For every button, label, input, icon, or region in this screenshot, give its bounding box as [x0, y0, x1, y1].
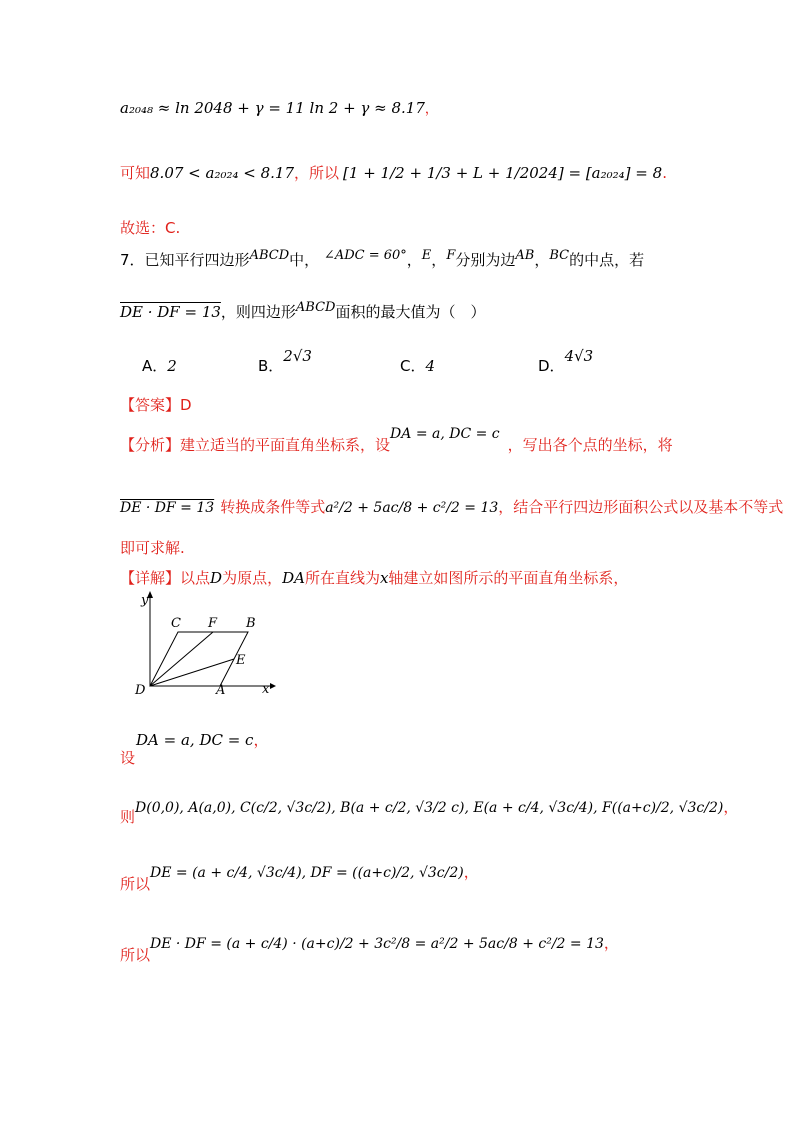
option-d — [538, 347, 594, 376]
option-value: 4 — [425, 357, 436, 375]
option-value: 2√3 — [283, 347, 312, 365]
option-value: 4√3 — [564, 347, 594, 365]
prev-text-suoyi: ，所以 — [294, 164, 340, 182]
q-text: 中， — [289, 251, 320, 269]
q-math: BC — [549, 248, 570, 263]
answer-label: 【答案】 — [120, 396, 181, 414]
prev-choice: 故选：C. — [120, 219, 181, 237]
label-e: E — [236, 653, 246, 668]
analysis-math: a²/2 + 5ac/8 + c²/2 = 13 — [325, 500, 499, 516]
label-a: A — [216, 683, 226, 698]
segment-de — [150, 659, 234, 686]
q-math: AB — [515, 248, 535, 263]
analysis-math: DA = a, DC = c — [390, 426, 500, 442]
detail-text: 以点 — [180, 569, 211, 587]
analysis-label: 【分析】 — [120, 436, 181, 454]
dot-prefix: 所以 — [120, 946, 151, 964]
prev-line-1 — [120, 98, 438, 120]
option-c — [400, 356, 435, 376]
option-value: 2 — [167, 357, 177, 375]
analysis-text: ，写出各个点的坐标，将 — [507, 436, 673, 454]
vec-math: DE = (a + c/4, √3c/4), DF = ((a+c)/2, √3c/2) — [150, 865, 464, 881]
x-axis-arrow — [270, 683, 276, 689]
label-b: B — [246, 616, 256, 631]
option-label: C． — [400, 357, 426, 375]
detail-line-1 — [120, 568, 628, 588]
label-c: C — [171, 616, 181, 631]
analysis-line-3: 即可求解. — [120, 539, 185, 557]
detail-text: 为原点， — [222, 569, 283, 587]
q-math: ABCD — [295, 300, 336, 315]
analysis-text: ，结合平行四边形面积公式以及基本不等式 — [498, 498, 784, 516]
vec-prefix: 所以 — [120, 875, 151, 893]
q-math: F — [446, 248, 456, 263]
dot-math: DE · DF = (a + c/4) · (a+c)/2 + 3c²/8 = a²/2 + 5ac/8 + c²/2 = 13 — [150, 936, 604, 952]
prev-punct-1: ， — [424, 102, 438, 117]
let-prefix: 设 — [120, 749, 136, 767]
prev-formula-3: [1 + 1/2 + 1/3 + L + 1/2024] = [a₂₀₂₄] = 8 — [343, 164, 663, 182]
detail-line-dot — [120, 933, 619, 964]
analysis-text: 建立适当的平面直角坐标系，设 — [180, 436, 391, 454]
detail-line-let — [120, 730, 268, 750]
detail-math: D — [210, 569, 223, 587]
answer-value: D — [180, 396, 192, 414]
detail-math: x — [379, 569, 389, 587]
q-math: ∠ADC = 60° — [323, 248, 407, 263]
analysis-line-2 — [120, 497, 783, 518]
detail-label: 【详解】 — [120, 569, 181, 587]
segment-df — [150, 632, 213, 686]
q-text: 分别为边 — [455, 251, 516, 269]
let-tail: ， — [253, 731, 269, 749]
q-text: ， — [406, 251, 422, 269]
label-f: F — [208, 616, 218, 631]
option-label: D． — [538, 357, 565, 375]
q-math: E — [421, 248, 432, 263]
detail-math: DA — [282, 569, 305, 587]
question-line-2 — [120, 302, 486, 324]
prev-text-kezhi: 可知 — [120, 164, 151, 182]
q-text: 面积的最大值为（ ） — [335, 303, 486, 321]
label-y: y — [141, 593, 149, 608]
detail-line-vectors — [120, 862, 479, 893]
coords-math: D(0,0), A(a,0), C(c/2, √3c/2), B(a + c/2, √3/2 c), E(a + c/4, √3c/4), F((a+c)/2, √3c/2) — [135, 800, 724, 816]
vec-tail: ， — [463, 863, 479, 881]
option-label: B． — [258, 357, 284, 375]
label-d: D — [135, 683, 146, 698]
question-number: 7． — [120, 251, 145, 269]
detail-line-coords — [120, 797, 739, 826]
label-x: x — [262, 682, 270, 697]
q-text: ， — [534, 251, 550, 269]
analysis-line-1 — [120, 426, 673, 456]
coords-prefix: 则 — [120, 808, 136, 826]
q-text: ， — [431, 251, 447, 269]
coordinate-figure — [128, 590, 278, 700]
detail-text: 所在直线为 — [304, 569, 380, 587]
prev-formula-1: a₂₀₄₈ ≈ ln 2048 + γ = 11 ln 2 + γ ≈ 8.17 — [120, 99, 425, 117]
let-math: DA = a, DC = c — [136, 731, 254, 749]
question-line-1 — [120, 250, 644, 272]
q-text: 已知平行四边形 — [144, 251, 250, 269]
analysis-text: 转换成条件等式 — [220, 498, 326, 516]
option-a — [142, 356, 177, 376]
analysis-math: DE · DF = 13 — [120, 500, 215, 516]
prev-punct-2: . — [662, 164, 667, 182]
answer-line — [120, 395, 192, 415]
detail-text: 轴建立如图所示的平面直角坐标系， — [388, 569, 629, 587]
q-math: DE · DF = 13 — [120, 303, 221, 321]
option-b — [258, 347, 312, 376]
option-label: A． — [142, 357, 168, 375]
prev-line-2 — [120, 163, 667, 183]
coords-tail: ， — [723, 798, 739, 816]
q-math: ABCD — [249, 248, 290, 263]
q-text: ，则四边形 — [220, 303, 296, 321]
prev-formula-2: 8.07 < a₂₀₂₄ < 8.17 — [150, 164, 295, 182]
q-text: 的中点，若 — [569, 251, 645, 269]
dot-tail: ， — [603, 934, 619, 952]
